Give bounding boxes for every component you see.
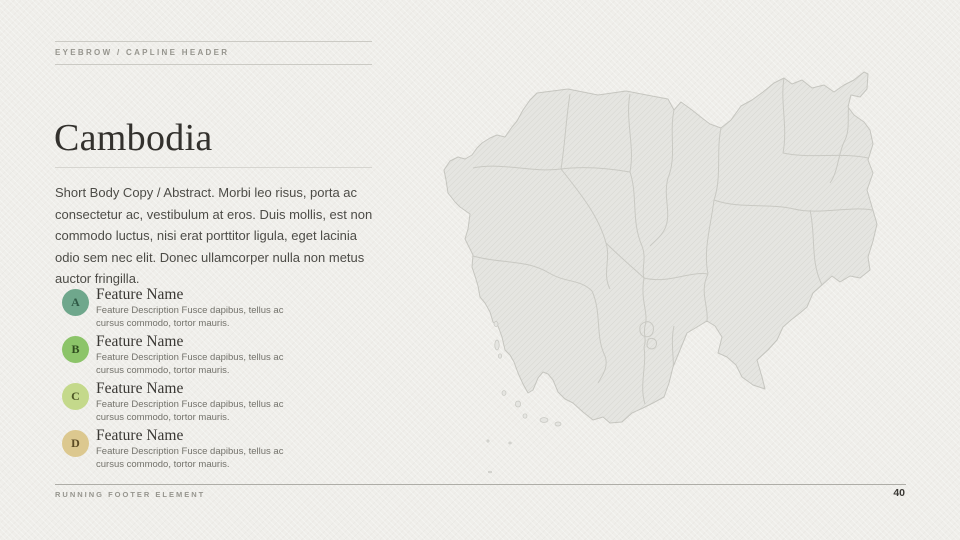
feature-text-b xyxy=(96,333,311,377)
running-footer: RUNNING FOOTER ELEMENT xyxy=(55,490,206,499)
feature-item-d xyxy=(55,427,385,474)
eyebrow-label: EYEBROW / CAPLINE HEADER xyxy=(55,48,230,57)
body-copy: Short Body Copy / Abstract. Morbi leo risus, porta ac consectetur ac, vestibulum at eros. Duis mollis, est non commodo luctus, nisi erat porttitor ligula, eget lacinia odio sem nec elit. Donec ullamcorper nulla non metus auctor fringilla. xyxy=(55,185,373,286)
feature-text-d xyxy=(96,427,311,471)
country-shape xyxy=(444,72,877,423)
feature-item-a xyxy=(55,286,385,333)
feature-description: Feature Description Fusce dapibus, tellus ac cursus commodo, tortor mauris. xyxy=(96,446,284,470)
feature-badge-a: A xyxy=(62,289,89,316)
feature-badge-d: D xyxy=(62,430,89,457)
cambodia-map xyxy=(440,60,920,475)
feature-description: Feature Description Fusce dapibus, tellus ac cursus commodo, tortor mauris. xyxy=(96,305,284,329)
eyebrow-rule-top xyxy=(55,41,372,42)
feature-list xyxy=(55,286,385,474)
eyebrow-rule-bottom xyxy=(55,64,372,65)
page-title: Cambodia xyxy=(54,117,213,159)
feature-item-c xyxy=(55,380,385,427)
feature-badge-c: C xyxy=(62,383,89,410)
feature-text-c xyxy=(96,380,311,424)
feature-name: Feature Name xyxy=(96,286,184,303)
feature-badge-b: B xyxy=(62,336,89,363)
title-divider xyxy=(55,167,372,168)
feature-name: Feature Name xyxy=(96,427,184,444)
feature-description: Feature Description Fusce dapibus, tellus ac cursus commodo, tortor mauris. xyxy=(96,352,284,376)
feature-name: Feature Name xyxy=(96,333,184,350)
page-number: 40 xyxy=(893,487,905,499)
footer-divider xyxy=(55,484,906,485)
feature-name: Feature Name xyxy=(96,380,184,397)
feature-item-b xyxy=(55,333,385,380)
feature-text-a xyxy=(96,286,311,330)
feature-description: Feature Description Fusce dapibus, tellus ac cursus commodo, tortor mauris. xyxy=(96,399,284,423)
